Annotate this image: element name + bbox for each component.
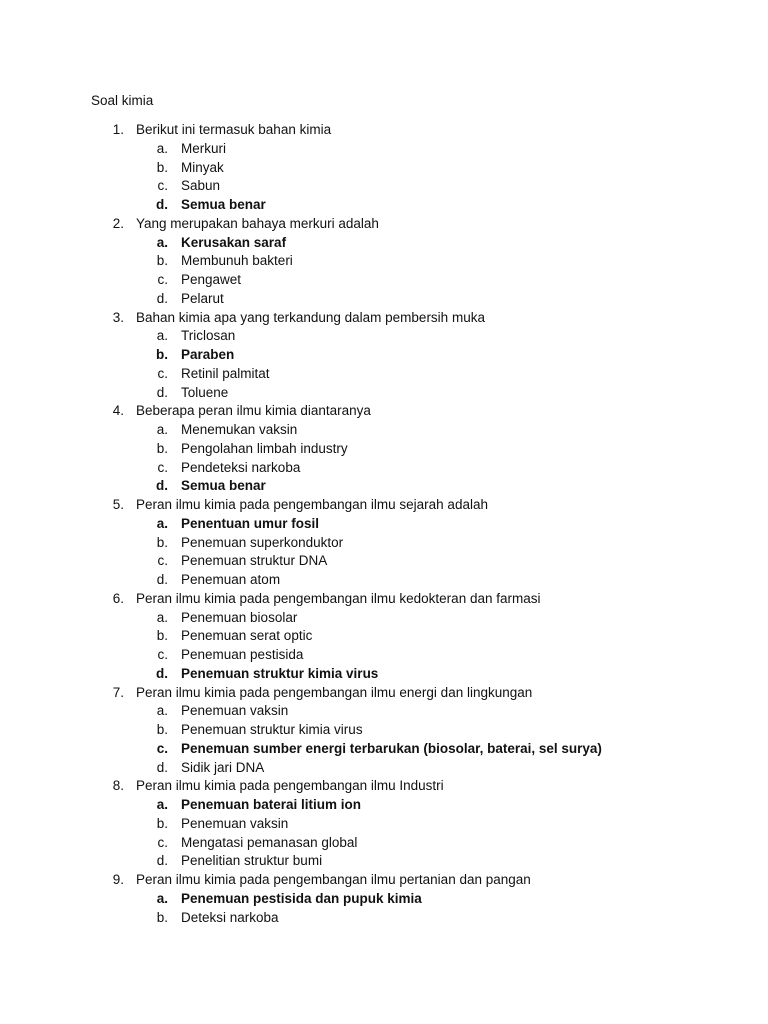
option-text: Sidik jari DNA — [181, 759, 265, 775]
option-letter: a. — [156, 890, 168, 906]
answer-option — [0, 534, 768, 553]
question-number: 4. — [112, 403, 124, 419]
option-text: Penelitian struktur bumi — [181, 853, 323, 869]
option-letter: d. — [156, 290, 168, 306]
option-letter: a. — [156, 515, 168, 531]
question-item — [0, 215, 768, 234]
option-text: Minyak — [181, 159, 224, 175]
option-letter: c. — [157, 459, 168, 475]
option-text: Penemuan superkonduktor — [181, 534, 344, 550]
option-letter: d. — [156, 197, 168, 212]
option-text: Penemuan atom — [181, 572, 281, 587]
option-letter: d. — [156, 478, 168, 494]
option-text: Penemuan serat optic — [181, 628, 313, 644]
answer-option-correct — [0, 346, 768, 365]
answer-option — [0, 702, 768, 721]
option-letter: d. — [156, 572, 168, 587]
option-letter: a. — [156, 797, 168, 812]
answer-option — [0, 552, 768, 571]
option-text: Penemuan pestisida — [181, 647, 304, 662]
option-letter: a. — [156, 140, 168, 156]
answer-option — [0, 140, 768, 159]
option-letter: b. — [156, 534, 168, 550]
question-item — [0, 121, 768, 140]
option-letter: c. — [157, 272, 168, 287]
option-text: Paraben — [181, 347, 235, 362]
question-text: Peran ilmu kimia pada pengembangan ilmu kedokteran dan farmasi — [136, 590, 541, 606]
option-text: Deteksi narkoba — [181, 909, 279, 925]
option-text: Semua benar — [181, 478, 266, 494]
answer-option — [0, 290, 768, 309]
answer-option — [0, 815, 768, 834]
question-item — [0, 684, 768, 703]
option-text: Membunuh bakteri — [181, 253, 293, 269]
option-letter: b. — [156, 347, 168, 362]
option-letter: a. — [156, 609, 168, 625]
answer-option-correct — [0, 740, 768, 759]
question-text: Yang merupakan bahaya merkuri adalah — [136, 215, 379, 231]
question-item — [0, 402, 768, 421]
option-text: Penentuan umur fosil — [181, 515, 320, 531]
option-text: Pengawet — [181, 272, 242, 287]
option-text: Triclosan — [181, 328, 236, 344]
option-letter: b. — [156, 159, 168, 175]
option-text: Penemuan struktur kimia virus — [181, 665, 379, 681]
option-text: Penemuan vaksin — [181, 703, 289, 719]
option-letter: a. — [156, 234, 168, 250]
option-letter: d. — [156, 665, 168, 681]
question-text: Peran ilmu kimia pada pengembangan ilmu sejarah adalah — [136, 497, 488, 512]
question-text: Peran ilmu kimia pada pengembangan ilmu energi dan lingkungan — [136, 684, 533, 700]
option-text: Pengolahan limbah industry — [181, 440, 348, 456]
answer-option — [0, 571, 768, 590]
option-letter: b. — [156, 815, 168, 831]
option-text: Sabun — [181, 178, 221, 194]
option-letter: b. — [156, 722, 168, 737]
option-text: Semua benar — [181, 197, 266, 212]
option-text: Pelarut — [181, 290, 224, 306]
question-item — [0, 871, 768, 890]
option-text: Penemuan pestisida dan pupuk kimia — [181, 890, 422, 906]
question-item — [0, 496, 768, 515]
question-item — [0, 590, 768, 609]
question-number: 6. — [112, 590, 124, 606]
answer-option — [0, 852, 768, 871]
option-letter: d. — [156, 759, 168, 775]
option-text: Penemuan struktur DNA — [181, 553, 328, 569]
document-title: Soal kimia — [91, 93, 154, 108]
answer-option — [0, 721, 768, 740]
question-text: Bahan kimia apa yang terkandung dalam pembersih muka — [136, 309, 485, 325]
question-text: Peran ilmu kimia pada pengembangan ilmu Industri — [136, 778, 444, 794]
question-item — [0, 777, 768, 796]
answer-option — [0, 384, 768, 403]
answer-option-correct — [0, 665, 768, 684]
question-text: Beberapa peran ilmu kimia diantaranya — [136, 403, 371, 419]
answer-option-correct — [0, 196, 768, 215]
option-text: Penemuan biosolar — [181, 609, 298, 625]
option-letter: c. — [156, 740, 168, 756]
answer-option — [0, 159, 768, 178]
answer-option-correct — [0, 515, 768, 534]
option-letter: d. — [156, 384, 168, 400]
answer-option — [0, 271, 768, 290]
question-number: 8. — [112, 778, 124, 794]
question-number: 3. — [112, 309, 124, 325]
option-text: Kerusakan saraf — [181, 234, 287, 250]
answer-option-correct — [0, 796, 768, 815]
option-text: Toluene — [181, 384, 229, 400]
option-letter: a. — [156, 422, 168, 437]
answer-option — [0, 759, 768, 778]
answer-option — [0, 646, 768, 665]
question-number: 2. — [112, 215, 124, 231]
option-text: Menemukan vaksin — [181, 422, 298, 437]
answer-option — [0, 627, 768, 646]
option-text: Pendeteksi narkoba — [181, 459, 301, 475]
option-text: Merkuri — [181, 140, 227, 156]
question-text: Peran ilmu kimia pada pengembangan ilmu pertanian dan pangan — [136, 872, 531, 887]
answer-option — [0, 459, 768, 478]
answer-option — [0, 327, 768, 346]
answer-option-correct — [0, 234, 768, 253]
option-letter: b. — [156, 253, 168, 269]
answer-option — [0, 421, 768, 440]
answer-option-correct — [0, 477, 768, 496]
option-letter: c. — [157, 365, 168, 381]
option-letter: d. — [156, 853, 168, 869]
answer-option — [0, 609, 768, 628]
option-letter: c. — [157, 647, 168, 662]
option-text: Retinil palmitat — [181, 365, 270, 381]
option-letter: c. — [157, 178, 168, 194]
answer-option — [0, 909, 768, 928]
option-text: Penemuan baterai litium ion — [181, 797, 362, 812]
question-item — [0, 309, 768, 328]
option-letter: c. — [157, 553, 168, 569]
question-number: 5. — [112, 497, 124, 512]
answer-option-correct — [0, 890, 768, 909]
answer-option — [0, 440, 768, 459]
option-letter: c. — [157, 834, 168, 850]
option-letter: b. — [156, 440, 168, 456]
question-number: 7. — [112, 684, 124, 700]
question-text: Berikut ini termasuk bahan kimia — [136, 122, 332, 137]
answer-option — [0, 252, 768, 271]
answer-option — [0, 834, 768, 853]
option-text: Penemuan vaksin — [181, 815, 289, 831]
answer-option — [0, 365, 768, 384]
option-text: Penemuan struktur kimia virus — [181, 722, 363, 737]
option-text: Penemuan sumber energi terbarukan (biosolar, baterai, sel surya) — [181, 740, 602, 756]
answer-option — [0, 177, 768, 196]
question-number: 1. — [112, 122, 124, 137]
option-text: Mengatasi pemanasan global — [181, 834, 358, 850]
question-list — [0, 121, 768, 927]
option-letter: b. — [156, 628, 168, 644]
question-number: 9. — [112, 872, 124, 887]
option-letter: a. — [156, 703, 168, 719]
option-letter: b. — [156, 909, 168, 925]
option-letter: a. — [156, 328, 168, 344]
